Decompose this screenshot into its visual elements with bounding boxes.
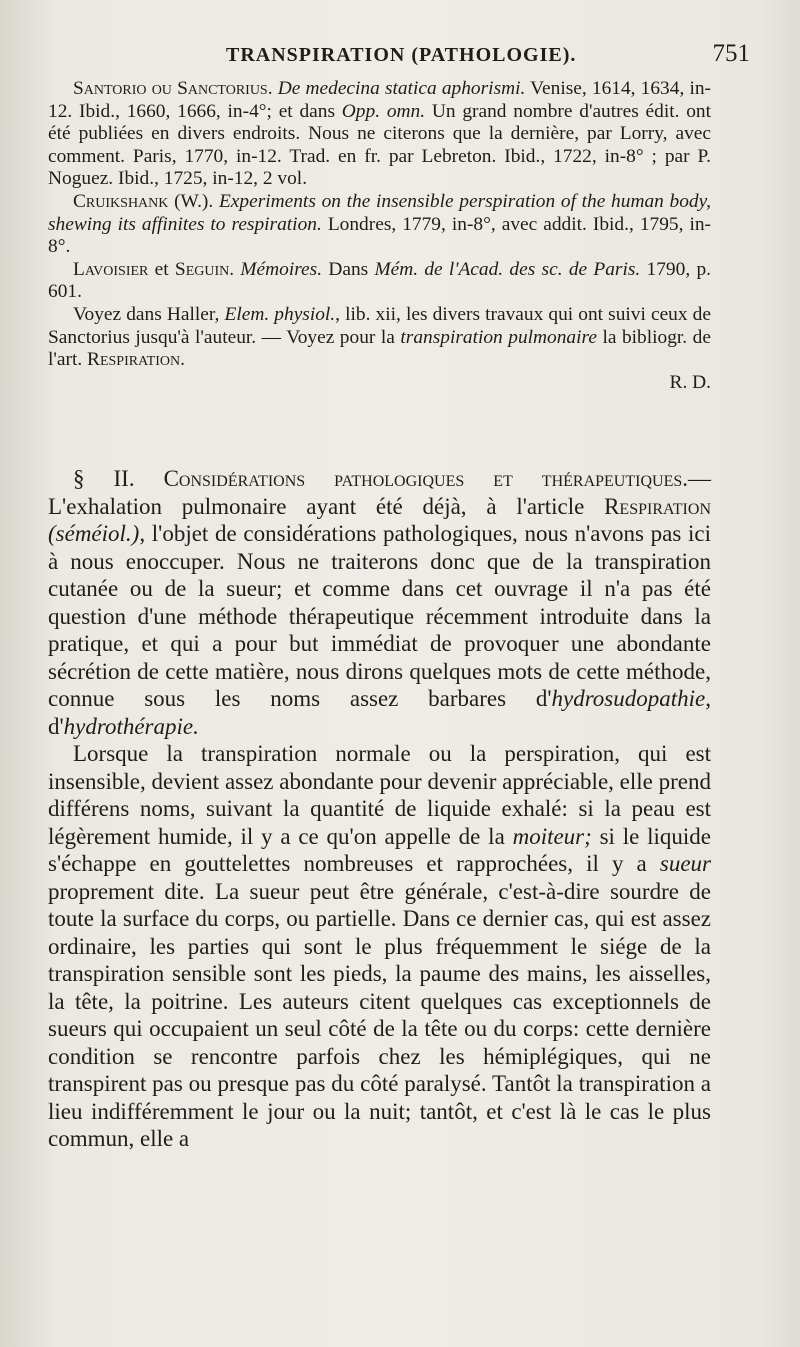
author: Santorio ou Sanctorius. bbox=[73, 78, 273, 99]
bibliography-entry-cruikshank bbox=[48, 191, 711, 259]
bibliography bbox=[48, 78, 711, 394]
italic-term: (séméiol.) bbox=[48, 521, 140, 546]
section-text bbox=[48, 465, 711, 1153]
journal-title: Mém. de l'Acad. des sc. de Paris. bbox=[374, 258, 641, 280]
entry-text: Dans bbox=[322, 258, 375, 280]
paragraph-text: proprement dite. La sueur peut être générale, c'est-à-dire sourdre de toute la surface du corps, ou partielle. Dans ce dernier cas, qui est assez ordinaire, les parties qui sont le plus fréquemment le siége de la transpiration sensible sont les pieds, la paume des mains, les aisselles, la tête, la poitrine. Les auteurs citent quelques cas exceptionnels de sueurs qui occupaient un seul côté de la tête ou du corps: cette dernière condition se rencontre parfois chez les hémiplégiques, qui ne transpirent pas ou presque pas du côté paralysé. Tantôt la transpiration a lieu indifféremment le jour ou la nuit; tantôt, et c'est là le cas le plus commun, elle a bbox=[48, 878, 711, 1151]
author: Seguin. bbox=[174, 258, 235, 280]
entry-text: et bbox=[148, 258, 175, 280]
paragraph-text: , d' bbox=[48, 686, 711, 739]
signature-line bbox=[48, 372, 711, 395]
author-signature: R. D. bbox=[669, 371, 711, 393]
page-number: 751 bbox=[712, 40, 750, 67]
bibliography-entry-lavoisier bbox=[48, 259, 711, 304]
cross-reference: Respiration bbox=[604, 493, 711, 519]
italic-term: hydrothérapie. bbox=[63, 713, 199, 739]
section-paragraph-2 bbox=[48, 740, 711, 1153]
work-title: Opp. omn. bbox=[341, 100, 426, 122]
section-title: Considérations pathologiques et thérapeutiques. bbox=[134, 466, 688, 491]
italic-term: moiteur; bbox=[512, 823, 592, 849]
work-title: Mémoires. bbox=[234, 258, 323, 280]
section-paragraph-1 bbox=[48, 465, 711, 740]
work-title: Experiments on the insensible perspiration of the human body, shewing its affinites to respiration. bbox=[48, 190, 712, 235]
paragraph-text: si le liquide s'échappe en gouttelettes nombreuses et rapprochées, il y a bbox=[48, 823, 711, 876]
work-title: De medecina statica aphorismi. bbox=[277, 78, 526, 99]
entry-text: Voyez dans Haller, bbox=[73, 303, 225, 325]
page-header bbox=[48, 40, 750, 74]
entry-text: Londres, 1779, in-8°, avec addit. Ibid., 1795, in-8°. bbox=[48, 213, 711, 258]
entry-text: 1790, p. 601. bbox=[48, 258, 711, 303]
section-number: § II. bbox=[73, 466, 135, 491]
paragraph-text: — L'exhalation pulmonaire ayant été déjà, à l'article bbox=[48, 466, 711, 519]
entry-text: Venise, 1614, 1634, in-12. Ibid., 1660, 1666, in-4°; et dans bbox=[48, 78, 712, 122]
paragraph-text: Lorsque la transpiration normale ou la perspiration, qui est insensible, devient assez abondante pour devenir appréciable, elle prend différens noms, suivant la quantité de liquide exhalé: si la peau est légèrement humide, il y a ce qu'on appelle de la bbox=[48, 741, 711, 849]
topic-title: transpiration pulmonaire bbox=[400, 326, 597, 348]
italic-term: hydrosudopathie bbox=[551, 686, 706, 711]
italic-term: sueur bbox=[659, 851, 711, 876]
work-title: Elem. physiol. bbox=[224, 303, 336, 325]
running-title: TRANSPIRATION (PATHOLOGIE). bbox=[226, 44, 577, 66]
bibliography-entry-haller bbox=[48, 304, 711, 372]
paragraph-text: , l'objet de considérations pathologiques, nous n'avons pas ici à nous enoccuper. Nous ne traiterons donc que de la transpiration cutanée ou de la sueur; et comme dans cet ouvrage il n'a pas été question d'une méthode thérapeutique récemment introduite dans la pratique, et qui a pour but immédiat de provoquer une abondante sécrétion de cette matière, nous dirons quelques mots de cette méthode, connue sous les noms assez barbares d' bbox=[48, 521, 711, 711]
author: Cruikshank bbox=[73, 190, 169, 212]
cross-reference: Respiration. bbox=[87, 349, 185, 371]
entry-text: , lib. xii, les divers travaux qui ont suivi ceux de Sanctorius jusqu'à l'auteur. — Voyez pour la bbox=[48, 303, 711, 348]
author: Lavoisier bbox=[73, 258, 149, 280]
entry-text: Un grand nombre d'autres édit. ont été publiées en divers endroits. Nous ne citerons que la dernière, par Lorry, avec comment. Paris, 1770, in-12. Trad. en fr. par Lebreton. Ibid., 1722, in-8° ; par P. Noguez. Ibid., 1725, in-12, 2 vol. bbox=[48, 100, 711, 190]
entry-text: la bibliogr. de l'art. bbox=[48, 326, 711, 371]
entry-text: (W.). bbox=[168, 190, 219, 212]
bibliography-entry-santorio bbox=[48, 78, 711, 191]
